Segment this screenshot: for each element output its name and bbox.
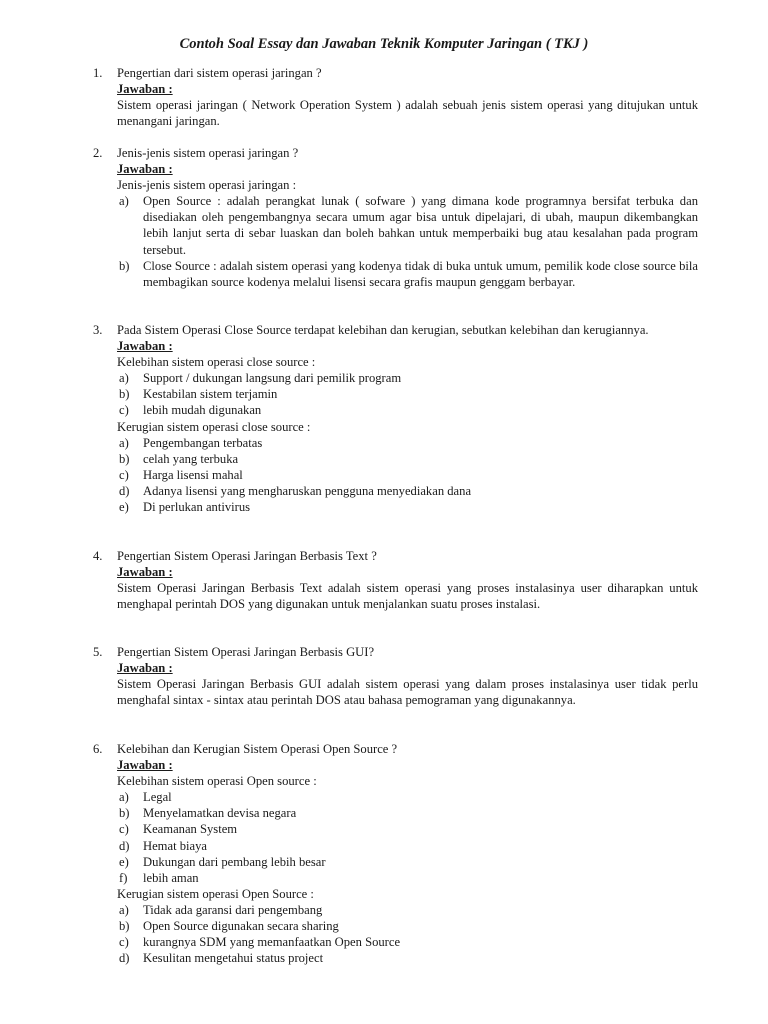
item-letter: a) — [119, 194, 129, 209]
list-item — [119, 805, 698, 821]
group-title: Kelebihan sistem operasi Open source : — [117, 774, 317, 789]
item-text: Adanya lisensi yang mengharuskan pengguna menyediakan dana — [143, 483, 472, 498]
item-text: Pengembangan terbatas — [143, 435, 263, 450]
question-text: Pengertian Sistem Operasi Jaringan Berbasis GUI? — [117, 645, 375, 659]
jawaban-label: Jawaban : — [117, 661, 173, 676]
list-item — [119, 386, 698, 402]
question-3 — [0, 322, 768, 515]
item-text: Dukungan dari pembang lebih besar — [143, 854, 326, 869]
list-item — [119, 870, 698, 886]
group-title: Kelebihan sistem operasi close source : — [117, 355, 316, 370]
jawaban-label: Jawaban : — [117, 565, 173, 580]
item-text: Keamanan System — [143, 822, 238, 837]
list-item — [119, 370, 698, 386]
list-item — [119, 950, 698, 966]
item-letter: d) — [119, 838, 130, 853]
item-letter: a) — [119, 790, 129, 805]
list-item — [119, 483, 698, 499]
list-item — [119, 789, 698, 805]
item-letter: c) — [119, 403, 129, 418]
item-letter: b) — [119, 451, 130, 466]
question-number: 5. — [93, 645, 103, 659]
item-text: Open Source : adalah perangkat lunak ( sofware ) yang dimana kode programnya bersifat terbuka dan disediakan oleh pengembangnya secara umum agar bisa untuk dipelajari, di ubah, maupun dikembangkan lebih lanjut serta di sebar luaskan dan boleh bahkan untuk memperbaiki bug atau kesalahan pada program tersebut. — [143, 194, 698, 257]
question-6 — [0, 741, 768, 966]
question-text: Pengertian Sistem Operasi Jaringan Berbasis Text ? — [117, 549, 377, 563]
answer-text: Sistem Operasi Jaringan Berbasis GUI adalah sistem operasi yang dalam proses instalasinya user tidak perlu menghafal sintax - sintax atau perintah DOS atau bahasa pemograman yang digunakannya. — [117, 677, 698, 708]
list-item — [119, 193, 698, 257]
jawaban-label: Jawaban : — [117, 162, 173, 177]
item-text: Menyelamatkan devisa negara — [143, 806, 297, 821]
question-number: 6. — [93, 742, 103, 756]
item-text: kurangnya SDM yang memanfaatkan Open Source — [143, 935, 401, 950]
item-text: Kesulitan mengetahui status project — [143, 951, 324, 966]
item-letter: c) — [119, 935, 129, 950]
question-1 — [0, 65, 768, 129]
item-letter: c) — [119, 467, 129, 482]
item-text: lebih aman — [143, 870, 199, 885]
item-letter: b) — [119, 919, 130, 934]
item-letter: d) — [119, 951, 130, 966]
list-item — [119, 258, 698, 290]
answer-text: Sistem operasi jaringan ( Network Operation System ) adalah sebuah jenis sistem operasi yang ditujukan untuk menangani jaringan. — [117, 98, 698, 129]
item-text: Legal — [143, 790, 172, 805]
group-title: Kerugian sistem operasi Open Source : — [117, 886, 314, 901]
item-text: Hemat biaya — [143, 838, 207, 853]
item-text: celah yang terbuka — [143, 451, 239, 466]
item-text: Kestabilan sistem terjamin — [143, 387, 278, 402]
list-item — [119, 821, 698, 837]
question-number: 3. — [93, 323, 103, 337]
document-title: Contoh Soal Essay dan Jawaban Teknik Komputer Jaringan ( TKJ ) — [179, 36, 589, 52]
list-item — [119, 435, 698, 451]
question-text: Jenis-jenis sistem operasi jaringan ? — [117, 146, 299, 160]
list-item — [119, 838, 698, 854]
item-letter: e) — [119, 854, 129, 869]
item-text: lebih mudah digunakan — [143, 403, 262, 418]
item-letter: a) — [119, 371, 129, 386]
item-letter: d) — [119, 483, 130, 498]
question-text: Pada Sistem Operasi Close Source terdapat kelebihan dan kerugian, sebutkan kelebihan dan kerugiannya. — [117, 323, 649, 337]
list-item — [119, 499, 698, 515]
list-item — [119, 451, 698, 467]
question-text: Pengertian dari sistem operasi jaringan ? — [117, 66, 322, 80]
question-number: 4. — [93, 549, 103, 563]
jawaban-label: Jawaban : — [117, 339, 173, 354]
item-letter: b) — [119, 258, 130, 273]
item-text: Di perlukan antivirus — [143, 500, 251, 515]
list-item — [119, 467, 698, 483]
item-letter: b) — [119, 387, 130, 402]
list-item — [119, 854, 698, 870]
item-letter: a) — [119, 435, 129, 450]
list-item — [119, 402, 698, 418]
list-item — [119, 902, 698, 918]
item-text: Harga lisensi mahal — [143, 467, 243, 482]
item-letter: e) — [119, 500, 129, 515]
item-letter: f) — [119, 870, 128, 885]
item-text: Support / dukungan langsung dari pemilik program — [143, 371, 402, 386]
list-item — [119, 934, 698, 950]
question-number: 2. — [93, 146, 103, 160]
question-5 — [0, 644, 768, 708]
item-text: Tidak ada garansi dari pengembang — [143, 902, 323, 917]
question-4 — [0, 548, 768, 612]
item-text: Open Source digunakan secara sharing — [143, 919, 339, 934]
item-letter: a) — [119, 902, 129, 917]
question-text: Kelebihan dan Kerugian Sistem Operasi Open Source ? — [117, 742, 398, 756]
jawaban-label: Jawaban : — [117, 758, 173, 773]
question-number: 1. — [93, 66, 103, 80]
answer-text: Sistem Operasi Jaringan Berbasis Text adalah sistem operasi yang proses instalasinya user diharapkan untuk menghapal perintah DOS yang digunakan untuk menjalankan suatu proses instalasi. — [117, 581, 698, 612]
group-title: Kerugian sistem operasi close source : — [117, 419, 311, 434]
answer-intro: Jenis-jenis sistem operasi jaringan : — [117, 178, 297, 193]
jawaban-label: Jawaban : — [117, 82, 173, 97]
item-text: Close Source : adalah sistem operasi yang kodenya tidak di buka untuk umum, pemilik kode close source bila membagikan source kodenya melalui lisensi secara grafis maupun genggam berbayar. — [143, 258, 698, 289]
list-item — [119, 918, 698, 934]
item-letter: b) — [119, 806, 130, 821]
question-2 — [0, 145, 768, 290]
item-letter: c) — [119, 822, 129, 837]
